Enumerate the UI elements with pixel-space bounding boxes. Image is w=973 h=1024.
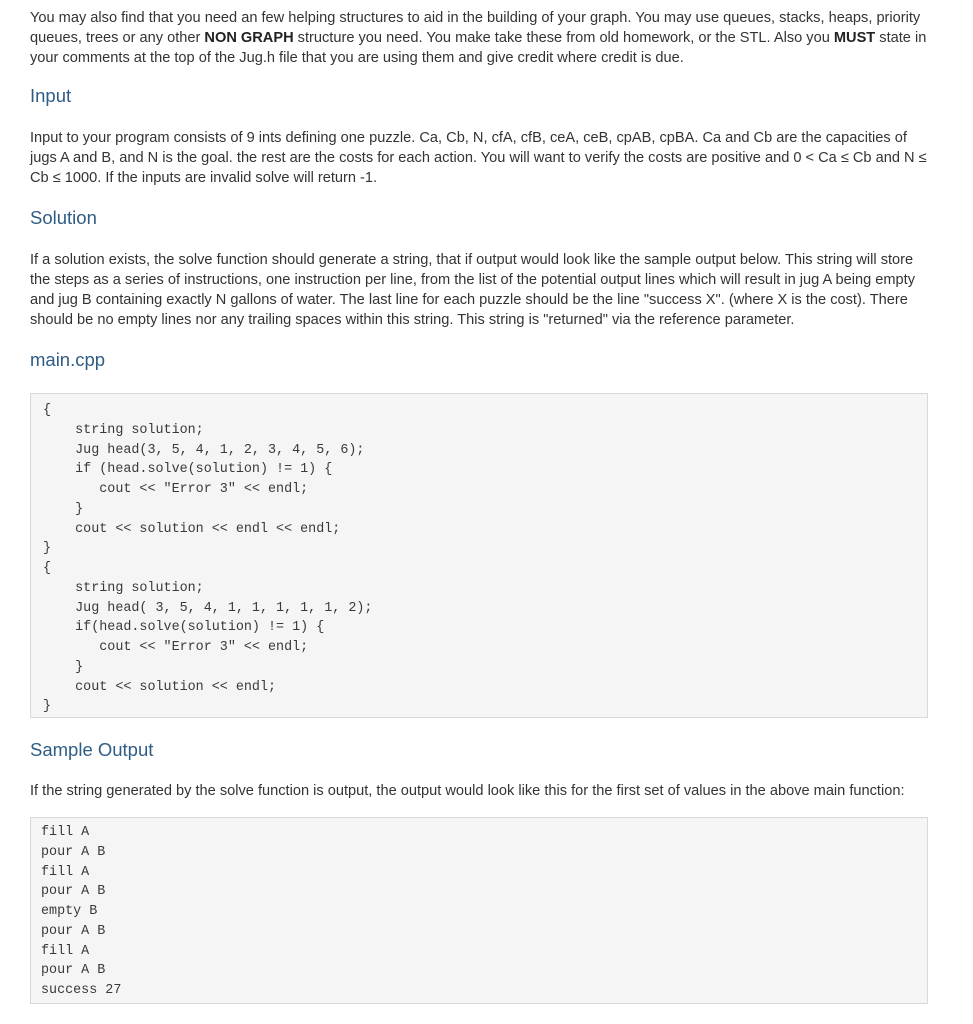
sample-output-code: fill A pour A B fill A pour A B empty B pour A B fill A pour A B success 27 [41,825,122,998]
intro-text-1: You may also find that you need an few helping structures to aid in the building of your graph. You may use queues, stacks, heaps, priority queues, trees or any other [30,10,921,46]
input-heading: Input [30,85,72,106]
main-cpp-code-block [30,393,928,718]
input-paragraph: Input to your program consists of 9 ints defining one puzzle. Ca, Cb, N, cfA, cfB, ceA, ceB, cpAB, cpBA. Ca and Cb are the capacities of jugs A and B, and N is the goal. the rest are the costs for each action. You will want to verify the costs are positive and 0 < Ca ≤ Cb and N ≤ Cb ≤ 1000. If the inputs are invalid solve will return -1. [30,130,927,186]
solution-heading: Solution [30,207,97,228]
intro-bold-must: MUST [833,30,876,46]
sample-output-paragraph: If the string generated by the solve function is output, the output would look like this for the first set of values in the above main function: [30,783,905,799]
sample-output-heading: Sample Output [30,739,154,760]
intro-text-3: state in your comments at the top of the Jug.h file that you are using them and give credit where credit is due. [30,30,927,66]
intro-paragraph [30,8,928,68]
intro-text-2: structure you need. You make take these from old homework, or the STL. Also you [293,30,834,46]
intro-bold-non-graph: NON GRAPH [204,30,294,46]
sample-output-code-block [30,817,928,1004]
main-cpp-heading: main.cpp [30,349,106,370]
solution-paragraph: If a solution exists, the solve function should generate a string, that if output would look like the sample output below. This string will store the steps as a series of instructions, one instruction per line, from the list of the potential output lines which will result in jug A being empty and jug B containing exactly N gallons of water. The last line for each puzzle should be the line "success X". (where X is the cost). There should be no empty lines nor any trailing spaces within this string. This string is "returned" via the reference parameter. [30,252,916,328]
main-cpp-code: { string solution; Jug head(3, 5, 4, 1, 2, 3, 4, 5, 6); if (head.solve(solution) != 1) { cout << "Error 3" << endl; } cout << solution << endl << endl; } { string solution; Jug head( 3, 5, 4, 1, 1, 1, 1, 1, 2); if(head.solve(solution) != 1) { cout << "Error 3" << endl; } cout << solution << endl; } [43,403,373,715]
